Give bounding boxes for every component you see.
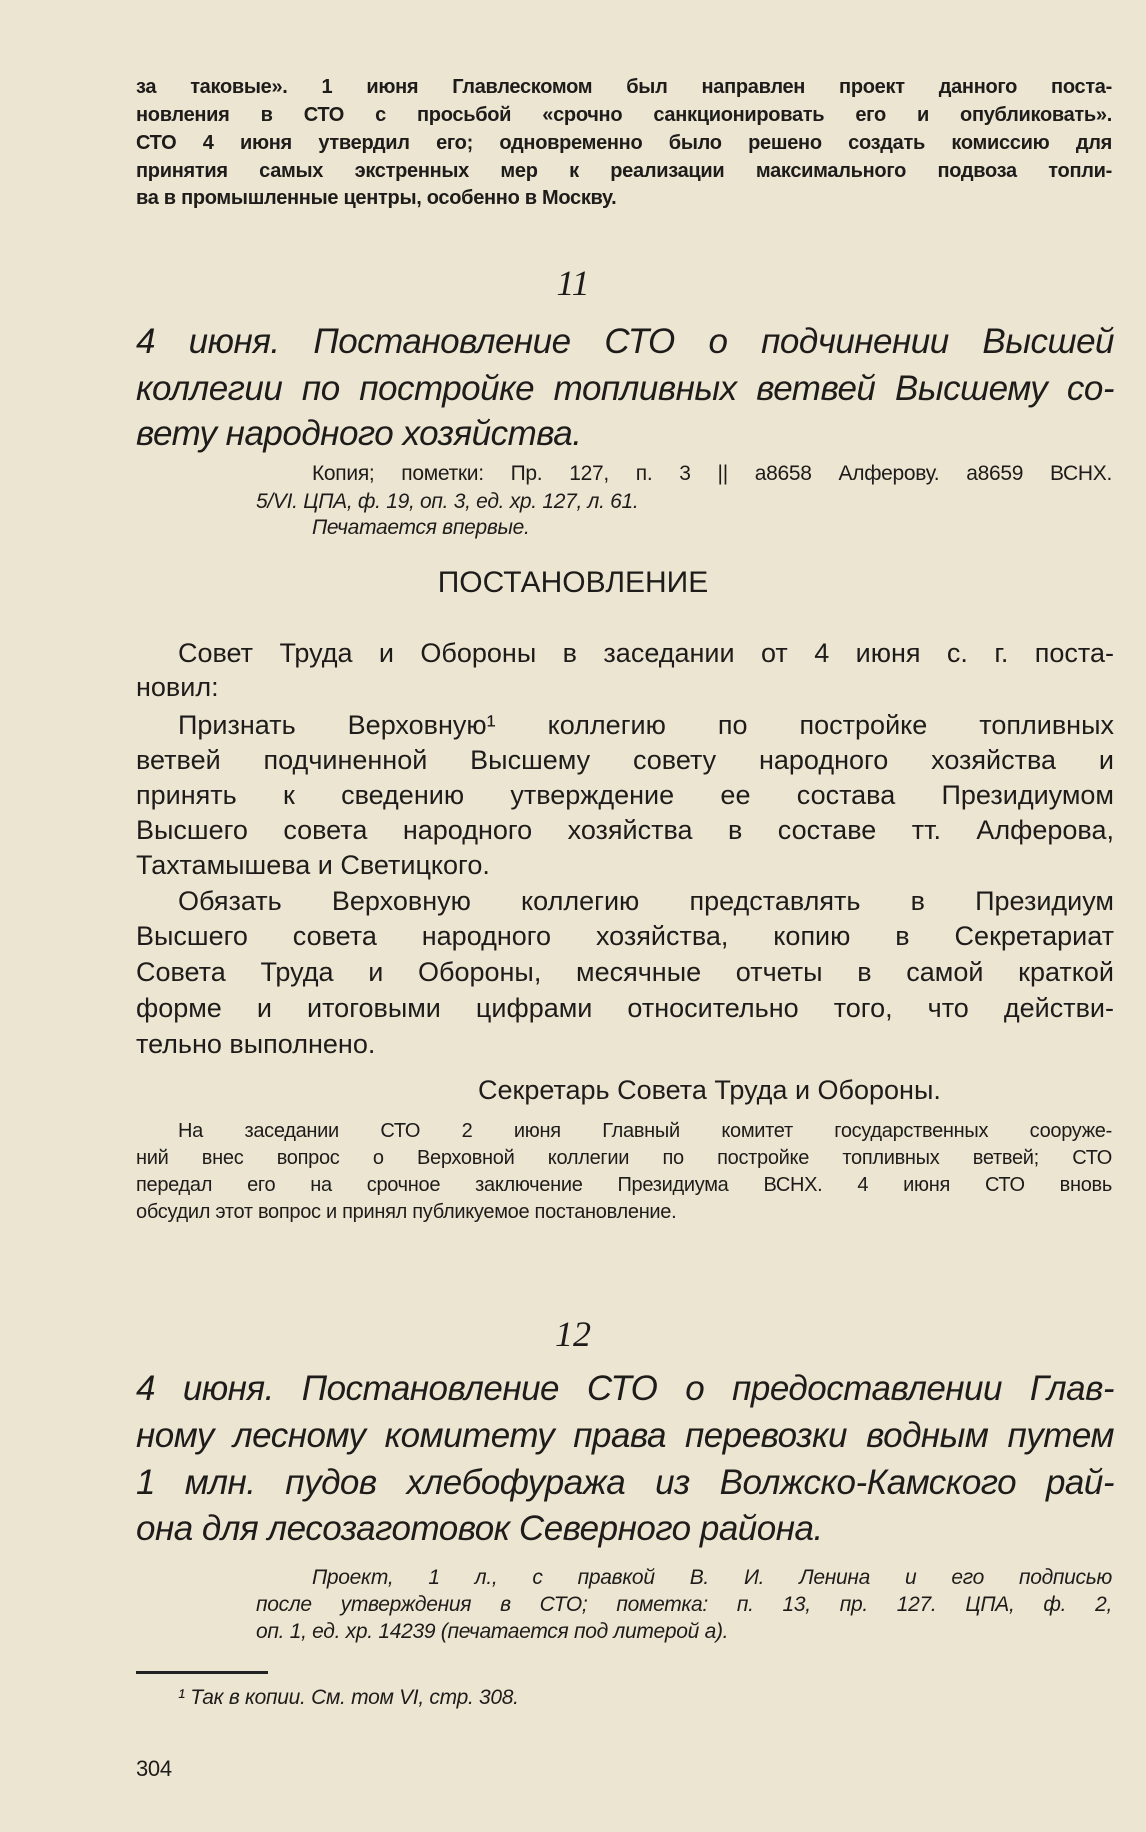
- note-line: принятия самых экстренных мер к реализации максимального подвоза топли-: [136, 160, 1112, 182]
- source-line: оп. 1, ед. хр. 14239 (печатается под литерой а).: [256, 1620, 729, 1643]
- document-heading-line: вету народного хозяйства.: [136, 414, 582, 453]
- footnote-divider: [136, 1671, 268, 1674]
- body-line: Совет Труда и Обороны в заседании от 4 июня с. г. поста-: [178, 638, 1114, 668]
- note-line: СТО 4 июня утвердил его; одновременно было решено создать комиссию для: [136, 132, 1112, 154]
- source-line: после утверждения в СТО; пометка: п. 13, пр. 127. ЦПА, ф. 2,: [256, 1593, 1112, 1616]
- editorial-note-line: На заседании СТО 2 июня Главный комитет государственных сооруже-: [178, 1120, 1112, 1142]
- note-line: за таковые». 1 июня Главлескомом был направлен проект данного поста-: [136, 76, 1112, 98]
- document-title: ПОСТАНОВЛЕНИЕ: [437, 566, 709, 599]
- body-line: Обязать Верховную коллегию представлять в Президиум: [178, 886, 1114, 916]
- editorial-note-line: обсудил этот вопрос и принял публикуемое постановление.: [136, 1201, 677, 1223]
- source-line: Печатается впервые.: [312, 516, 530, 539]
- document-heading-line: 1 млн. пудов хлебофуража из Волжско-Камского рай-: [136, 1463, 1114, 1502]
- source-line: 5/VI. ЦПА, ф. 19, оп. 3, ед. хр. 127, л. 61.: [256, 490, 639, 513]
- editorial-note-line: передал его на срочное заключение Президиума ВСНХ. 4 июня СТО вновь: [136, 1174, 1112, 1196]
- document-heading-line: она для лесозаготовок Северного района.: [136, 1509, 823, 1548]
- body-line: Признать Верховную¹ коллегию по постройке топливных: [178, 710, 1114, 740]
- note-line: ва в промышленные центры, особенно в Москву.: [136, 187, 617, 209]
- body-line: тельно выполнено.: [136, 1029, 376, 1059]
- document-heading-line: ному лесному комитету права перевозки водным путем: [136, 1416, 1114, 1455]
- footnote: ¹ Так в копии. См. том VI, стр. 308.: [178, 1686, 519, 1709]
- body-line: Высшего совета народного хозяйства в составе тт. Алферова,: [136, 815, 1114, 845]
- body-line: новил:: [136, 672, 219, 702]
- body-line: принять к сведению утверждение ее состава Президиумом: [136, 780, 1114, 810]
- document-number: 11: [556, 263, 590, 303]
- document-heading-line: 4 июня. Постановление СТО о предоставлении Глав-: [136, 1369, 1114, 1408]
- editorial-note-line: ний внес вопрос о Верховной коллегии по постройке топливных ветвей; СТО: [136, 1147, 1112, 1169]
- document-heading-line: 4 июня. Постановление СТО о подчинении Высшей: [136, 322, 1114, 361]
- body-line: Тахтамышева и Светицкого.: [136, 850, 490, 880]
- body-line: форме и итоговыми цифрами относительно того, что действи-: [136, 993, 1114, 1023]
- body-line: Совета Труда и Обороны, месячные отчеты в самой краткой: [136, 957, 1114, 987]
- note-line: новления в СТО с просьбой «срочно санкционировать его и опубликовать».: [136, 104, 1112, 126]
- document-number: 12: [555, 1314, 591, 1354]
- source-line: Проект, 1 л., с правкой В. И. Ленина и его подписью: [312, 1566, 1112, 1589]
- body-line: Высшего совета народного хозяйства, копию в Секретариат: [136, 921, 1114, 951]
- document-heading-line: коллегии по постройке топливных ветвей Высшему со-: [136, 369, 1114, 408]
- body-line: ветвей подчиненной Высшему совету народного хозяйства и: [136, 745, 1114, 775]
- signature: Секретарь Совета Труда и Обороны.: [478, 1075, 941, 1105]
- source-line: Копия; пометки: Пр. 127, п. 3 || а8658 Алферову. а8659 ВСНХ.: [312, 462, 1112, 485]
- page-number: 304: [136, 1756, 172, 1781]
